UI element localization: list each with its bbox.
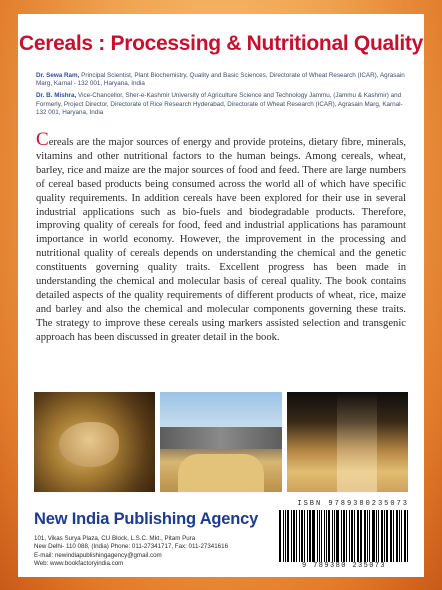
barcode-bar — [283, 510, 284, 562]
publisher-address-1: 101, Vikas Surya Plaza, CU Block, L.S.C. Mkt., Pitam Pura — [34, 535, 196, 542]
barcode-bar — [321, 510, 322, 562]
publisher-name: New India Publishing Agency — [34, 510, 259, 528]
barcode-bar — [357, 510, 358, 562]
publisher-web: Web: www.bookfactoryindia.com — [34, 560, 124, 568]
barcode-bar — [393, 510, 394, 562]
barcode-bar — [317, 510, 318, 562]
photo-grain-warehouse — [287, 392, 408, 492]
barcode-bar — [360, 510, 362, 562]
barcode-bar — [293, 510, 296, 562]
barcode-bar — [285, 510, 286, 562]
barcode-bar — [349, 510, 350, 562]
author-1 — [36, 72, 406, 88]
barcode-bar — [336, 510, 339, 562]
barcode-bar — [367, 510, 368, 562]
photo-strip — [34, 392, 408, 492]
barcode-number: 9 789380 235073 — [301, 562, 386, 570]
barcode-bar — [304, 510, 305, 562]
barcode-bar — [381, 510, 383, 562]
barcode-bar — [324, 510, 326, 562]
drop-cap: C — [36, 129, 49, 150]
barcode-bar — [378, 510, 379, 562]
barcode-bar — [296, 510, 297, 562]
description-text: ereals are the major sources of energy and provide proteins, dietary fibre, minerals, vitamins and other nutritional factors to the human beings. Among cereals, wheat, barley, rice and maize are the major sources of food and feed. There are large numbers of cereal based products being consumed across the world all of which have specific quality requirements. In addition cereals have been explored for their use in several industrial applications such as bio-fuels and biodegradable products. Therefore, improving quality of cereals for food, feed and industrial applications has paramount importance in world economy. However, the improvement in the processing and nutritional quality of cereals depends on understanding the chemical and the genetic constituents governing quality traits. Excellent progress has been made in understanding the chemical and molecular basis of cereal quality. The book contains detailed aspects of the quality requirements of different products of wheat, rice, maize and barley and also the chemical and molecular components governing these traits. The strategy to improve these cereals using markers assisted selection and transgenic approach has been discussed in greater detail in the book. — [36, 137, 406, 343]
barcode-bar — [346, 510, 347, 562]
barcode-bar — [319, 510, 320, 562]
author-info — [36, 72, 406, 121]
barcode-bar — [328, 510, 330, 562]
author-1-name: Dr. Sewa Ram, — [36, 72, 80, 79]
barcode-bar — [343, 510, 345, 562]
barcode-bar — [307, 510, 308, 562]
barcode-bar — [369, 510, 370, 562]
barcode-bar — [391, 510, 392, 562]
barcode-bar — [358, 510, 359, 562]
barcode-bar — [291, 510, 292, 562]
barcode-bar — [287, 510, 289, 562]
book-description — [36, 129, 406, 345]
isbn-label: ISBN 9789380235073 — [297, 500, 409, 508]
book-title: Cereals : Processing & Nutritional Quality — [18, 32, 423, 55]
photo-grain-in-hand — [34, 392, 155, 492]
author-2 — [36, 92, 406, 117]
publisher-address-2: New Delhi- 110 088, (India) Phone: 011-27341717, Fax: 011-27341616 — [34, 543, 229, 551]
barcode-bar — [384, 510, 385, 562]
barcode-bar — [386, 510, 388, 562]
barcode-bar — [299, 510, 300, 562]
barcode-bar — [309, 510, 311, 562]
barcode-bar — [354, 510, 355, 562]
photo-grain-loading-ship — [160, 392, 281, 492]
barcode-bar — [301, 510, 303, 562]
cover-panel — [18, 14, 424, 577]
barcode-bar — [399, 510, 400, 562]
publisher-email: E-mail: newindiapublishingagency@gmail.com — [34, 551, 162, 559]
barcode-bar — [326, 510, 327, 562]
barcode-bar — [407, 510, 408, 562]
barcode-bar — [312, 510, 315, 562]
barcode-bar — [376, 510, 377, 562]
barcode-bar — [332, 510, 333, 562]
author-2-details: Vice-Chancellor, Sher-e-Kashmir University of Agriculture Science and Technology Jammu, (Jammu & Kashmir) and Formerly, Project Director, Directorate of Rice Research Hyderabad, Directorate of Wheat Research (ICAR), Agrasain Marg, Karnal-132 001, Haryana, India — [36, 92, 403, 116]
barcode-bar — [401, 510, 402, 562]
barcode-bar — [364, 510, 366, 562]
publisher-block — [34, 510, 274, 569]
barcode-bar — [396, 510, 398, 562]
barcode-bar — [404, 510, 406, 562]
barcode-bar — [351, 510, 353, 562]
barcode — [279, 510, 409, 562]
barcode-bar — [341, 510, 342, 562]
barcode-bar — [390, 510, 391, 562]
barcode-bar — [334, 510, 335, 562]
barcode-bar — [279, 510, 281, 562]
author-2-name: Dr. B. Mishra, — [36, 92, 77, 100]
barcode-bar — [372, 510, 375, 562]
author-1-details: Principal Scientist, Plant Biochemistry, Quality and Basic Sciences, Directorate of Wheat Research (ICAR), Agrasain Marg, Karnal - 132 001, Haryana, India — [36, 72, 405, 88]
